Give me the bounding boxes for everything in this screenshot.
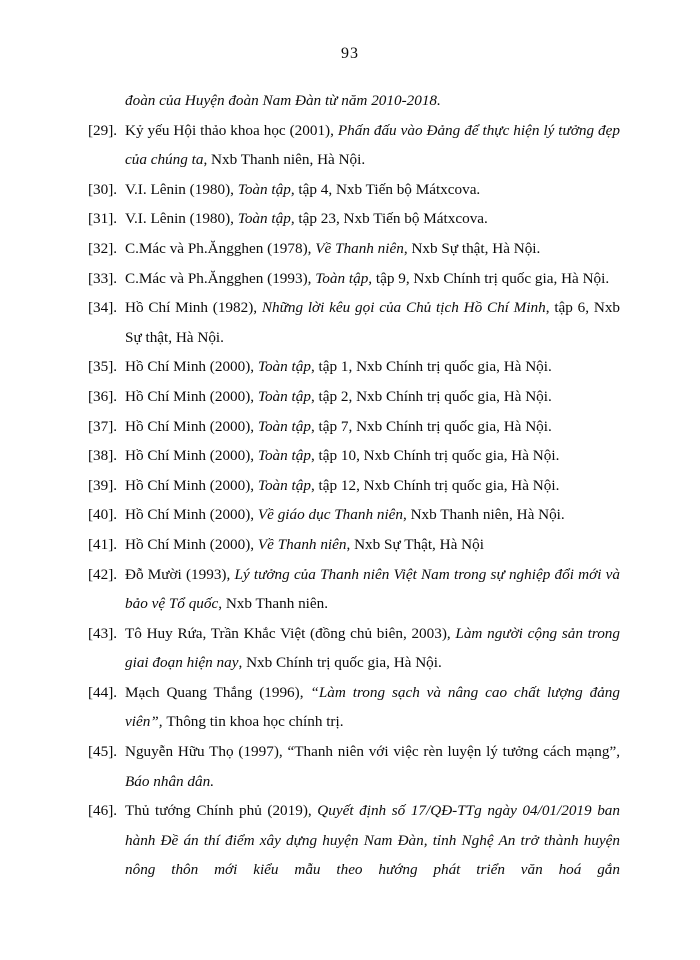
reference-text-segment: Phấn đấu vào Đảng để thực hiện lý tưởng đẹp của chúng ta [125,121,620,169]
reference-text-segment: , tập 4, Nxb Tiến bộ Mátxcova. [290,180,481,198]
reference-text-segment: C.Mác và Ph.Ăngghen (1993), [125,269,316,287]
reference-text-segment: Thông tin khoa học chính trị. [166,713,344,731]
reference-number: [41]. [88,535,118,553]
reference-text-segment: , Nxb Thanh niên. [218,595,329,613]
reference-entry [88,175,620,205]
reference-text-segment: Về giáo dục Thanh niên [257,506,403,524]
reference-entry [88,678,620,737]
reference-text-segment: Hồ Chí Minh (2000), [125,447,258,465]
reference-text-segment: Toàn tập [257,387,311,405]
reference-text-segment: , Nxb Thanh niên, Hà Nội. [203,151,366,169]
reference-text-segment: Hồ Chí Minh (1982), [125,299,262,317]
reference-text-segment: Toàn tập [237,210,291,228]
reference-text-segment: Thủ tướng Chính phủ (2019), [125,802,318,820]
reference-number: [38]. [88,447,118,465]
reference-number: [42]. [88,565,118,583]
reference-number: [32]. [88,239,118,257]
reference-entry [88,412,620,442]
reference-text-segment: V.I. Lênin (1980), [125,180,238,198]
reference-list [88,86,620,885]
reference-number: [29]. [88,121,118,139]
reference-number: [43]. [88,624,118,642]
page-number: 93 [341,45,359,62]
reference-text-segment: , tập 7, Nxb Chính trị quốc gia, Hà Nội. [310,417,552,435]
reference-text-segment: Hồ Chí Minh (2000), [125,506,258,524]
reference-text-segment: , tập 23, Nxb Tiến bộ Mátxcova. [290,210,488,228]
reference-continuation-text: đoàn của Huyện đoàn Nam Đàn từ năm 2010-2018. [125,92,441,109]
reference-text-segment: Về Thanh niên [315,239,404,257]
reference-text-segment: Mạch Quang Thắng (1996), [125,683,311,701]
reference-text-segment: , tập 6, Nxb Sự thật, Hà Nội. [125,299,621,346]
reference-entry [88,796,620,885]
reference-entry [88,382,620,412]
reference-number: [30]. [88,180,118,198]
reference-text-segment: Toàn tập [257,476,311,494]
reference-text-segment: Kỷ yếu Hội thảo khoa học (2001), [125,121,338,139]
reference-entry [88,204,620,234]
reference-number: [45]. [88,743,118,761]
reference-number: [40]. [88,506,118,524]
reference-text-segment: Lý tưởng của Thanh niên Việt Nam trong sự nghiệp đổi mới và bảo vệ Tổ quốc [125,565,620,613]
reference-entry [88,560,620,619]
reference-text-segment: “Làm trong sạch và nâng cao chất lượng đảng viên”, [125,683,620,731]
reference-text-segment: , Nxb Sự Thật, Hà Nội [346,535,484,553]
reference-number: [31]. [88,210,118,228]
reference-text-segment: Toàn tập [257,358,311,376]
reference-entry [88,293,620,352]
reference-number: [39]. [88,476,118,494]
reference-text-segment: Làm người cộng sản trong giai đoạn hiện nay [125,624,620,672]
reference-entry [88,116,620,175]
reference-text-segment: Hồ Chí Minh (2000), [125,476,258,494]
reference-text-segment: Toàn tập [257,447,311,465]
reference-text-segment: V.I. Lênin (1980), [125,210,238,228]
reference-text-segment: Tô Huy Rứa, Trần Khắc Việt (đồng chủ biên, 2003), [125,624,456,642]
reference-text-segment: Toàn tập [315,269,369,287]
reference-text-segment: Hồ Chí Minh (2000), [125,387,258,405]
reference-text-segment: Hồ Chí Minh (2000), [125,358,258,376]
reference-text-segment: , tập 2, Nxb Chính trị quốc gia, Hà Nội. [310,387,552,405]
reference-text-segment: Hồ Chí Minh (2000), [125,535,258,553]
reference-text-segment: , tập 9, Nxb Chính trị quốc gia, Hà Nội. [368,269,610,287]
reference-entry [88,234,620,264]
reference-continuation [88,86,620,116]
reference-text-segment: Những lời kêu gọi của Chủ tịch Hồ Chí Minh [261,299,546,317]
reference-entry [88,441,620,471]
reference-number: [34]. [88,299,118,317]
reference-text-segment: , Nxb Thanh niên, Hà Nội. [403,506,565,524]
reference-entry [88,352,620,382]
reference-text-segment: , Nxb Chính trị quốc gia, Hà Nội. [238,654,442,672]
reference-entry [88,500,620,530]
reference-text-segment: Về Thanh niên [257,535,347,553]
reference-entry [88,737,620,796]
reference-text-segment: C.Mác và Ph.Ăngghen (1978), [125,239,316,257]
reference-text-segment: , tập 12, Nxb Chính trị quốc gia, Hà Nội. [310,476,560,494]
reference-number: [33]. [88,269,118,287]
reference-number: [44]. [88,683,118,701]
reference-text-segment: , Nxb Sự thật, Hà Nội. [403,239,541,257]
reference-text-segment: Hồ Chí Minh (2000), [125,417,258,435]
reference-text-segment: , tập 10, Nxb Chính trị quốc gia, Hà Nội. [310,447,560,465]
reference-number: [36]. [88,387,118,405]
reference-text-segment: Toàn tập [257,417,311,435]
reference-entry [88,619,620,678]
reference-entry [88,471,620,501]
reference-entry [88,264,620,294]
reference-text-segment: Toàn tập [237,180,291,198]
reference-text-segment: Đỗ Mười (1993), [125,565,235,583]
reference-number: [37]. [88,417,118,435]
reference-number: [46]. [88,802,118,820]
reference-entry [88,530,620,560]
reference-text-segment: Báo nhân dân. [125,772,215,790]
reference-text-segment: Nguyễn Hữu Thọ (1997), “Thanh niên với việc rèn luyện lý tưởng cách mạng”, [125,743,620,761]
reference-number: [35]. [88,358,118,376]
reference-text-segment: Quyết định số 17/QĐ-TTg ngày 04/01/2019 ban hành Đề án thí điểm xây dựng huyện Nam Đàn, tỉnh Nghệ An trở thành huyện nông thôn mới kiểu mẫu theo hướng phát triển văn hoá gắn [125,802,620,879]
reference-text-segment: , tập 1, Nxb Chính trị quốc gia, Hà Nội. [310,358,552,376]
